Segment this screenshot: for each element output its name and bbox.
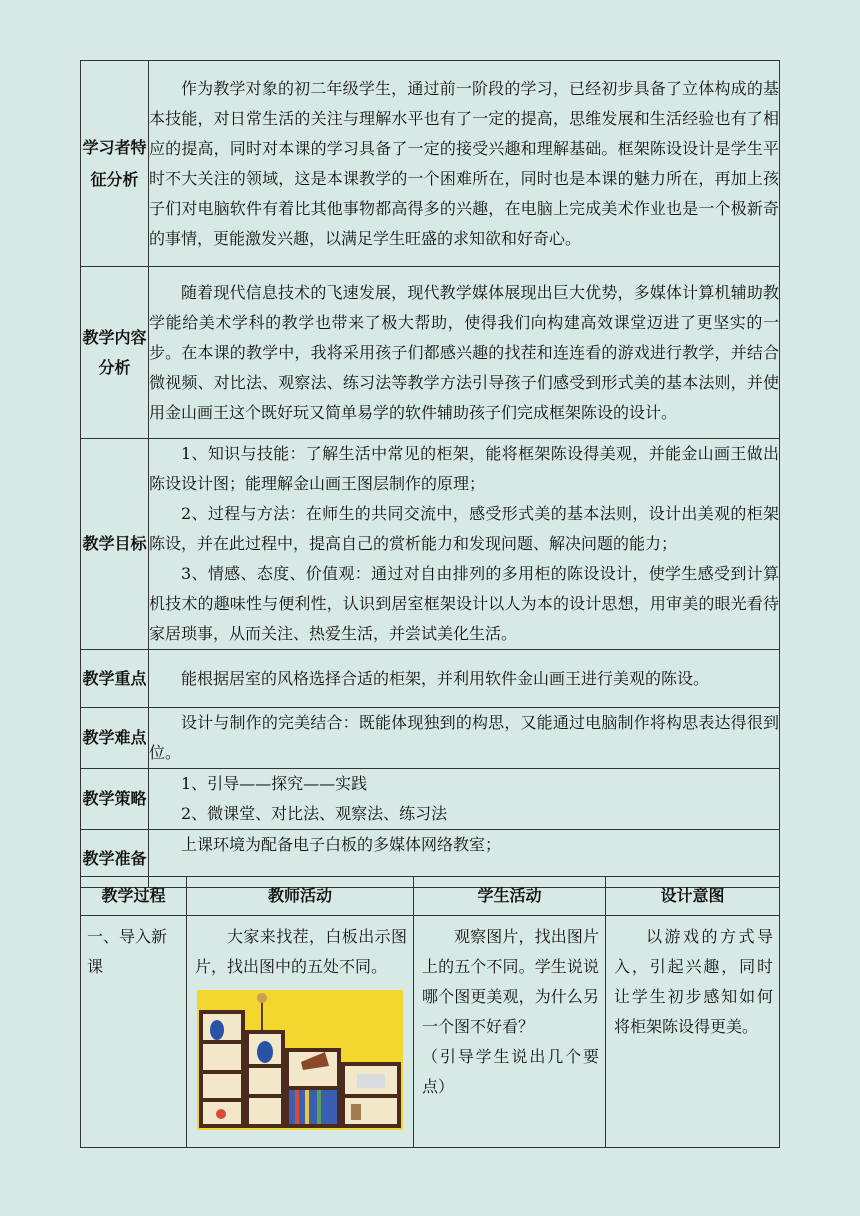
paragraph: 1、引导——探究——实践 — [181, 774, 368, 793]
teacher-activity: 大家来找茬，白板出示图片，找出图中的五处不同。 — [195, 927, 407, 976]
row-content — [149, 708, 780, 769]
student-note: （引导学生说出几个要点） — [422, 1047, 599, 1096]
row-content — [149, 267, 780, 439]
paragraph: 2、过程与方法：在师生的共同交流中，感受形式美的基本法则，设计出美观的柜架陈设，并在此过程中，提高自己的赏析能力和发现问题、解决问题的能力； — [149, 504, 779, 553]
paragraph: 作为教学对象的初二年级学生，通过前一阶段的学习，已经初步具备了立体构成的基本技能，对日常生活的关注与理解水平也有了一定的提高，思维发展和生活经验也有了相应的提高，同时对本课的学习具备了一定的接受兴趣和理解基础。框架陈设设计是学生平时不大关注的领域，这是本课教学的一个困难所在，同时也是本课的魅力所在，再加上孩子们对电脑软件有着比其他事物都高得多的兴趣，在电脑上完成美术作业也是一个极新奇的事情，更能激发兴趣，以满足学生旺盛的求知欲和好奇心。 — [149, 78, 779, 248]
bookshelf-photo — [197, 990, 403, 1130]
row-label: 教学准备 — [81, 830, 149, 888]
stage-cell — [81, 916, 187, 1148]
header-teacher: 教师活动 — [187, 877, 414, 916]
student-activity: 观察图片，找出图片上的五个不同。学生说说哪个图更美观，为什么另一个图不好看？ — [422, 927, 599, 1036]
row-objectives — [81, 439, 780, 650]
design-intent: 以游戏的方式导入，引起兴趣，同时让学生初步感知如何将柜架陈设得更美。 — [614, 927, 773, 1036]
stage-label: 一、导入新课 — [87, 927, 168, 976]
lesson-plan-table — [80, 60, 780, 888]
paragraph: 3、情感、态度、价值观：通过对自由排列的多用柜的陈设设计，使学生感受到计算机技术的趣味性与便利性，认识到居室框架设计以人为本的设计思想，用审美的眼光看待家居琐事，从而关注、热爱生活，并尝试美化生活。 — [149, 564, 779, 643]
row-content — [149, 439, 780, 650]
paragraph: 随着现代信息技术的飞速发展，现代教学媒体展现出巨大优势，多媒体计算机辅助教学能给美术学科的教学也带来了极大帮助，使得我们向构建高效课堂迈进了更坚实的一步。在本课的教学中，我将采用孩子们都感兴趣的找茬和连连看的游戏进行教学，并结合微视频、对比法、观察法、练习法等教学方法引导孩子们感受到形式美的基本法则，并使用金山画王这个既好玩又简单易学的软件辅助孩子们完成框架陈设的设计。 — [149, 282, 779, 422]
row-key-points — [81, 650, 780, 708]
row-difficulties — [81, 708, 780, 769]
row-content — [149, 769, 780, 830]
row-learner-analysis — [81, 61, 780, 267]
row-content — [149, 650, 780, 708]
student-cell — [414, 916, 606, 1148]
teacher-cell — [187, 916, 414, 1148]
row-content — [149, 61, 780, 267]
header-stage: 教学过程 — [81, 877, 187, 916]
row-label: 学习者特征分析 — [81, 61, 149, 267]
process-table — [80, 876, 780, 1148]
row-label: 教学内容分析 — [81, 267, 149, 439]
header-intent: 设计意图 — [606, 877, 780, 916]
process-row — [81, 916, 780, 1148]
row-label: 教学重点 — [81, 650, 149, 708]
row-strategy — [81, 769, 780, 830]
paragraph: 能根据居室的风格选择合适的柜架，并利用软件金山画王进行美观的陈设。 — [181, 668, 710, 688]
process-header-row — [81, 877, 780, 916]
row-content-analysis — [81, 267, 780, 439]
paragraph: 1、知识与技能：了解生活中常见的柜架，能将框架陈设得美观，并能金山画王做出陈设设计图；能理解金山画王图层制作的原理； — [149, 444, 779, 493]
row-label: 教学策略 — [81, 769, 149, 830]
intent-cell — [606, 916, 780, 1148]
paragraph: 上课环境为配备电子白板的多媒体网络教室； — [181, 835, 502, 854]
header-student: 学生活动 — [414, 877, 606, 916]
paragraph: 2、微课堂、对比法、观察法、练习法 — [181, 804, 448, 823]
row-label: 教学难点 — [81, 708, 149, 769]
row-label: 教学目标 — [81, 439, 149, 650]
paragraph: 设计与制作的完美结合：既能体现独到的构思，又能通过电脑制作将构思表达得很到位。 — [149, 713, 779, 762]
